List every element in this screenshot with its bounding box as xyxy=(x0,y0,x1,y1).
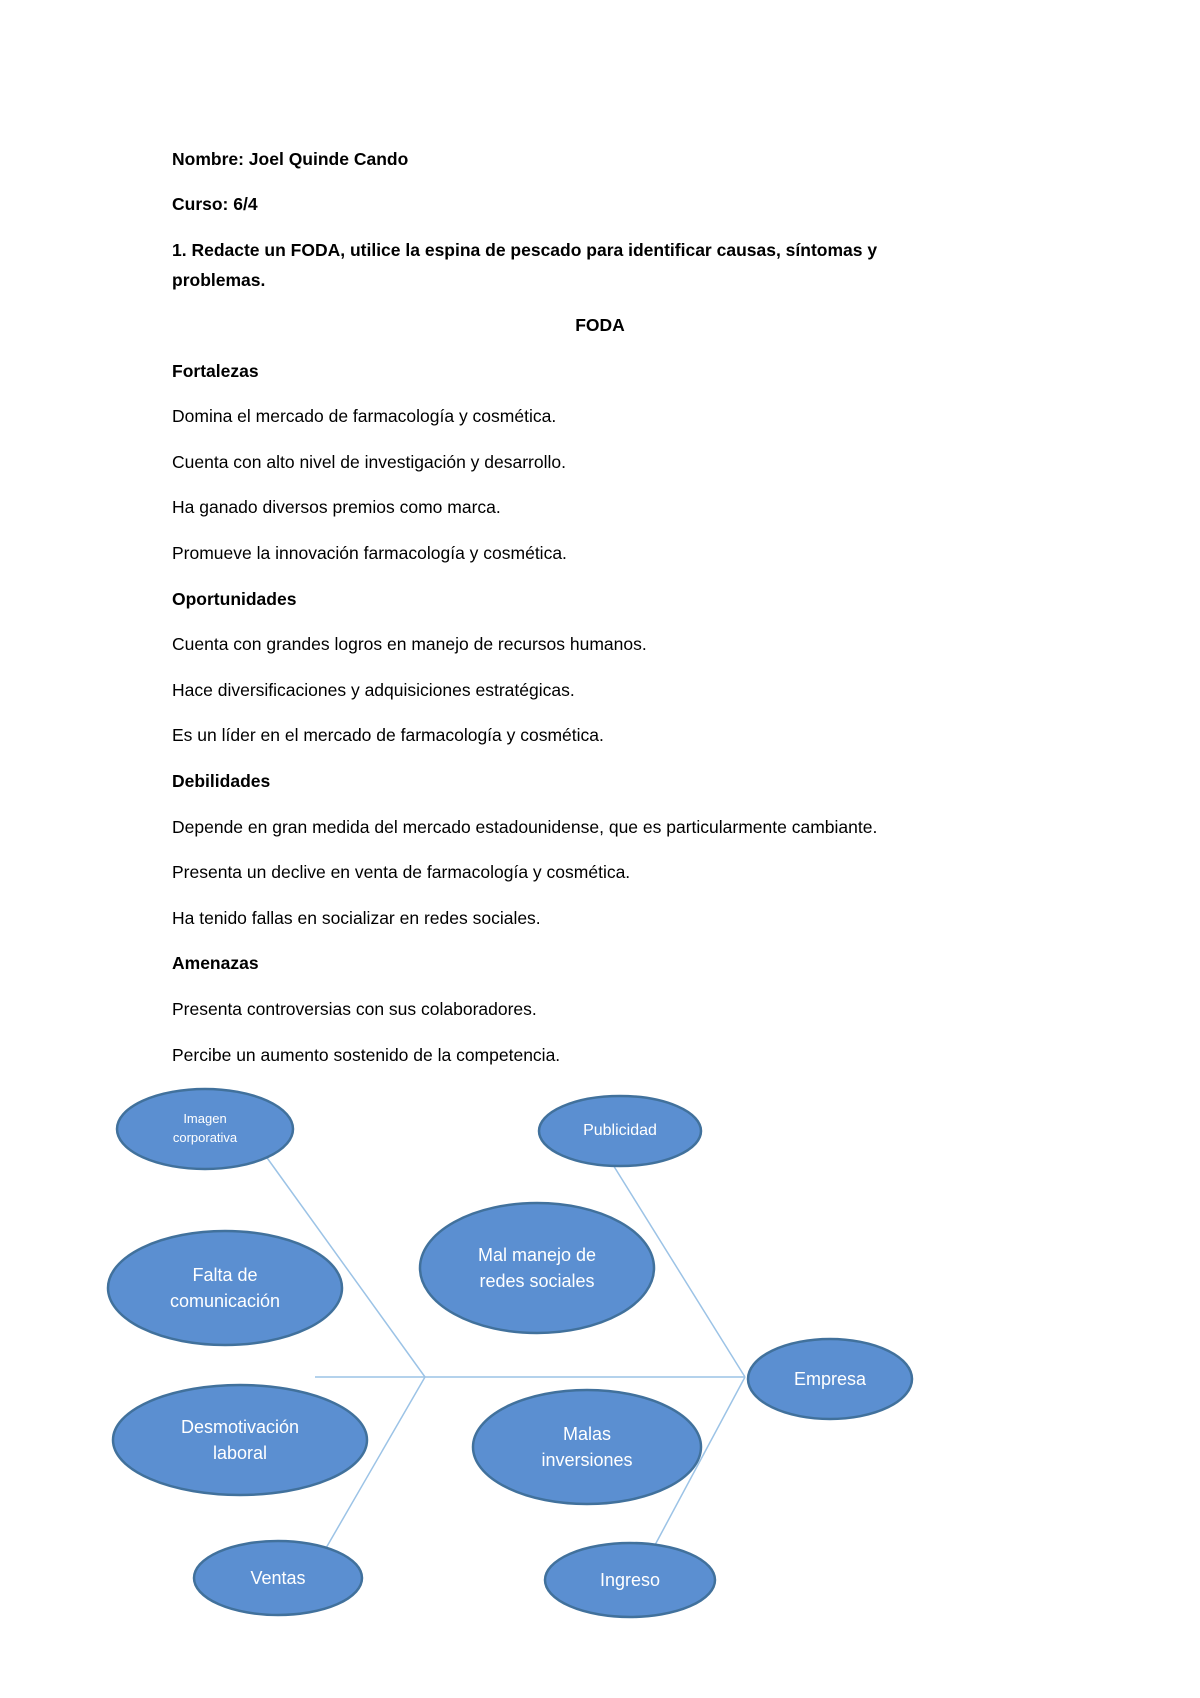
label-imagen-corporativa: Imagen corporativa xyxy=(172,1111,238,1145)
fortaleza-item: Domina el mercado de farmacología y cosmética. xyxy=(172,406,557,426)
node-ventas xyxy=(194,1541,362,1615)
amenaza-item: Percibe un aumento sostenido de la competencia. xyxy=(172,1045,561,1065)
label-redes-sociales: Mal manejo de redes sociales xyxy=(477,1244,597,1291)
heading-amenazas: Amenazas xyxy=(172,953,259,973)
foda-title: FODA xyxy=(575,315,625,335)
label-ingreso: Ingreso xyxy=(599,1569,661,1590)
amenaza-item: Presenta controversias con sus colaboradores. xyxy=(172,999,537,1019)
heading-fortalezas: Fortalezas xyxy=(172,361,259,381)
node-ingreso xyxy=(545,1543,715,1617)
heading-debilidades: Debilidades xyxy=(172,771,271,791)
student-name: Nombre: Joel Quinde Cando xyxy=(172,149,409,169)
node-desmotivacion xyxy=(113,1385,367,1495)
debilidad-item: Presenta un declive en venta de farmacología y cosmética. xyxy=(172,862,631,882)
node-empresa xyxy=(748,1339,912,1419)
debilidad-item: Ha tenido fallas en socializar en redes sociales. xyxy=(172,908,541,928)
label-publicidad: Publicidad xyxy=(583,1122,657,1140)
label-falta-comunicacion: Falta de comunicación xyxy=(169,1264,281,1311)
node-falta xyxy=(108,1231,342,1345)
label-ventas: Ventas xyxy=(250,1567,306,1588)
label-desmotivacion: Desmotivación laboral xyxy=(180,1416,300,1463)
heading-oportunidades: Oportunidades xyxy=(172,589,297,609)
node-malas xyxy=(473,1390,701,1504)
course: Curso: 6/4 xyxy=(172,194,258,214)
question-text: 1. Redacte un FODA, utilice la espina de pescado para identificar causas, síntomas y problemas. xyxy=(172,240,878,290)
label-malas-inversiones: Malas inversiones xyxy=(541,1423,633,1470)
fortaleza-item: Ha ganado diversos premios como marca. xyxy=(172,497,501,517)
oportunidad-item: Hace diversificaciones y adquisiciones estratégicas. xyxy=(172,680,575,700)
debilidad-item: Depende en gran medida del mercado estadounidense, que es particularmente cambiante. xyxy=(172,817,878,837)
oportunidad-item: Es un líder en el mercado de farmacología y cosmética. xyxy=(172,725,604,745)
oportunidad-item: Cuenta con grandes logros en manejo de recursos humanos. xyxy=(172,634,647,654)
fortaleza-item: Cuenta con alto nivel de investigación y desarrollo. xyxy=(172,452,566,472)
node-imagen xyxy=(117,1089,293,1169)
label-empresa: Empresa xyxy=(793,1368,867,1389)
fortaleza-item: Promueve la innovación farmacología y cosmética. xyxy=(172,543,567,563)
node-publicidad xyxy=(539,1096,701,1166)
node-redes xyxy=(420,1203,654,1333)
